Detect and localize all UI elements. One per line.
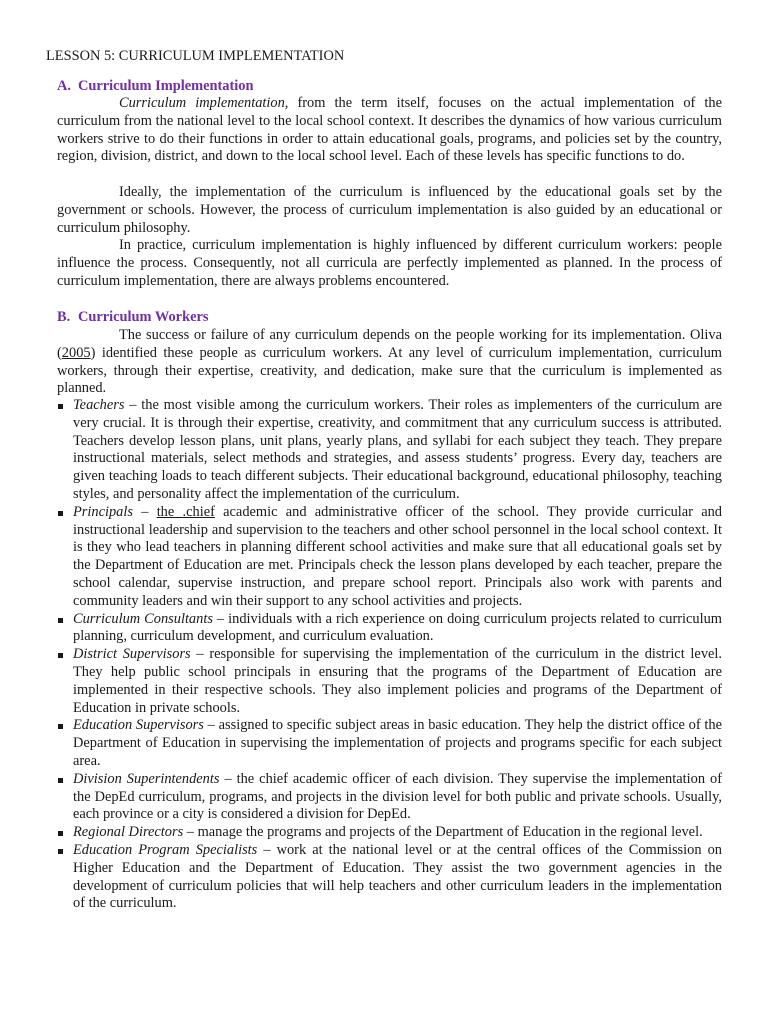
definition: academic and administrative officer of the school. They provide curricular and instructional leadership and supervision to the teachers and other school personnel in the local school context. It is they who lead teachers in planning different school activities and make sure that all educational goals set by the Department of Education are met. Principals check the lesson plans developed by each teacher, prepare the school calendar, supervise instruction, and prepare school report. Principals also work with parents and community leaders and win their support to any school activities and projects.	[73, 503, 722, 609]
section-b-title: Curriculum Workers	[78, 309, 209, 325]
term: Education Program Specialists	[73, 841, 258, 858]
lesson-title: LESSON 5: CURRICULUM IMPLEMENTATION	[46, 48, 345, 64]
list-item-curriculum-consultants	[57, 611, 722, 647]
citation-year-link[interactable]: 2005	[61, 344, 91, 361]
curriculum-workers-list	[57, 397, 722, 913]
section-a-heading	[57, 77, 253, 95]
section-a-paragraph-2: Ideally, the implementation of the curriculum is influenced by the educational goals set by the government or schools. However, the process of curriculum implementation is also guided by an educational or curriculum philosophy.	[57, 184, 722, 236]
term: Regional Directors	[73, 824, 184, 841]
term: Principals	[73, 503, 133, 520]
list-item-education-supervisors	[57, 717, 722, 770]
section-b-heading	[57, 308, 208, 326]
section-b-letter: B.	[57, 309, 71, 325]
paragraph-text: from the term itself, focuses on the actual implementation of the curriculum from the national level to the local school context. It describes the dynamics of how various curriculum workers strive to do their functions in order to attain educational goals, programs, and policies set by the country, region, division, district, and down to the local school level. Each of these levels has specific functions to do.	[57, 95, 722, 165]
dash: –	[132, 503, 157, 520]
section-a-letter: A.	[57, 78, 71, 94]
section-b-intro	[57, 327, 722, 398]
definition: – manage the programs and projects of the Department of Education in the regional level.	[183, 824, 703, 841]
list-item-division-superintendents	[57, 771, 722, 824]
definition: – work at the national level or at the central offices of the Commission on Higher Education and the Department of Education. They assist the two government agencies in the development of curriculum policies that will help teachers and other curriculum leaders in the implementation of the curriculum.	[73, 841, 722, 912]
definition: – responsible for supervising the implementation of the curriculum in the district level. They help public school principals in ensuring that the programs of the Department of Education are implemented in their respective schools. They also implement policies and programs of the Department of Education in private schools.	[73, 646, 722, 716]
definition: – assigned to specific subject areas in basic education. They help the district office of the Department of Education in supervising the implementation of projects and programs specific for each subject area.	[73, 717, 722, 769]
definition: – individuals with a rich experience on doing curriculum projects related to curriculum planning, curriculum development, and curriculum evaluation.	[73, 610, 722, 645]
section-a-paragraph-1	[57, 95, 722, 166]
definition: – the most visible among the curriculum workers. Their roles as implementers of the curriculum are very crucial. It is through their expertise, creativity, and commitment that any curriculum success is attributed. Teachers develop lesson plans, unit plans, yearly plans, and syllabi for each subject they teach. They prepare instructional materials, select methods and strategies, and assess students’ progress. Every day, teachers are given teaching loads to teach different subjects. Their educational background, educational philosophy, teaching styles, and personality affect the implementation of the curriculum.	[73, 397, 722, 502]
term: Division Superintendents	[73, 770, 220, 787]
term: Curriculum Consultants	[73, 610, 213, 627]
definition: – the chief academic officer of each division. They supervise the implementation of the DepEd curriculum, programs, and projects in the division level for both public and private schools. Usually, each province or a city is considered a division for DepEd.	[73, 770, 722, 823]
section-a-paragraph-3: In practice, curriculum implementation is highly influenced by different curriculum workers: people influence the process. Consequently, not all curricula are perfectly implemented as planned. In the process of curriculum implementation, there are always problems encountered.	[57, 237, 722, 289]
list-item-regional-directors	[57, 824, 722, 842]
intro-text-end: ) identified these people as curriculum workers. At any level of curriculum implementation, curriculum workers, through their expertise, creativity, and dedication, make sure that the curriculum is implemented as planned.	[57, 344, 722, 397]
list-item-teachers	[57, 397, 722, 504]
term: Teachers	[73, 397, 125, 413]
section-a-title: Curriculum Implementation	[78, 78, 254, 94]
list-item-education-program-specialists	[57, 842, 722, 913]
list-item-district-supervisors	[57, 646, 722, 717]
underlined-phrase: the .chief	[156, 503, 215, 520]
term: Education Supervisors	[73, 717, 204, 734]
list-item-principals	[57, 504, 722, 611]
term-curriculum-implementation: Curriculum implementation,	[119, 95, 289, 111]
term: District Supervisors	[73, 646, 191, 663]
intro-text-start: The success or failure of any curriculum depends on the people working for its implementation. Oliva (	[57, 327, 722, 361]
